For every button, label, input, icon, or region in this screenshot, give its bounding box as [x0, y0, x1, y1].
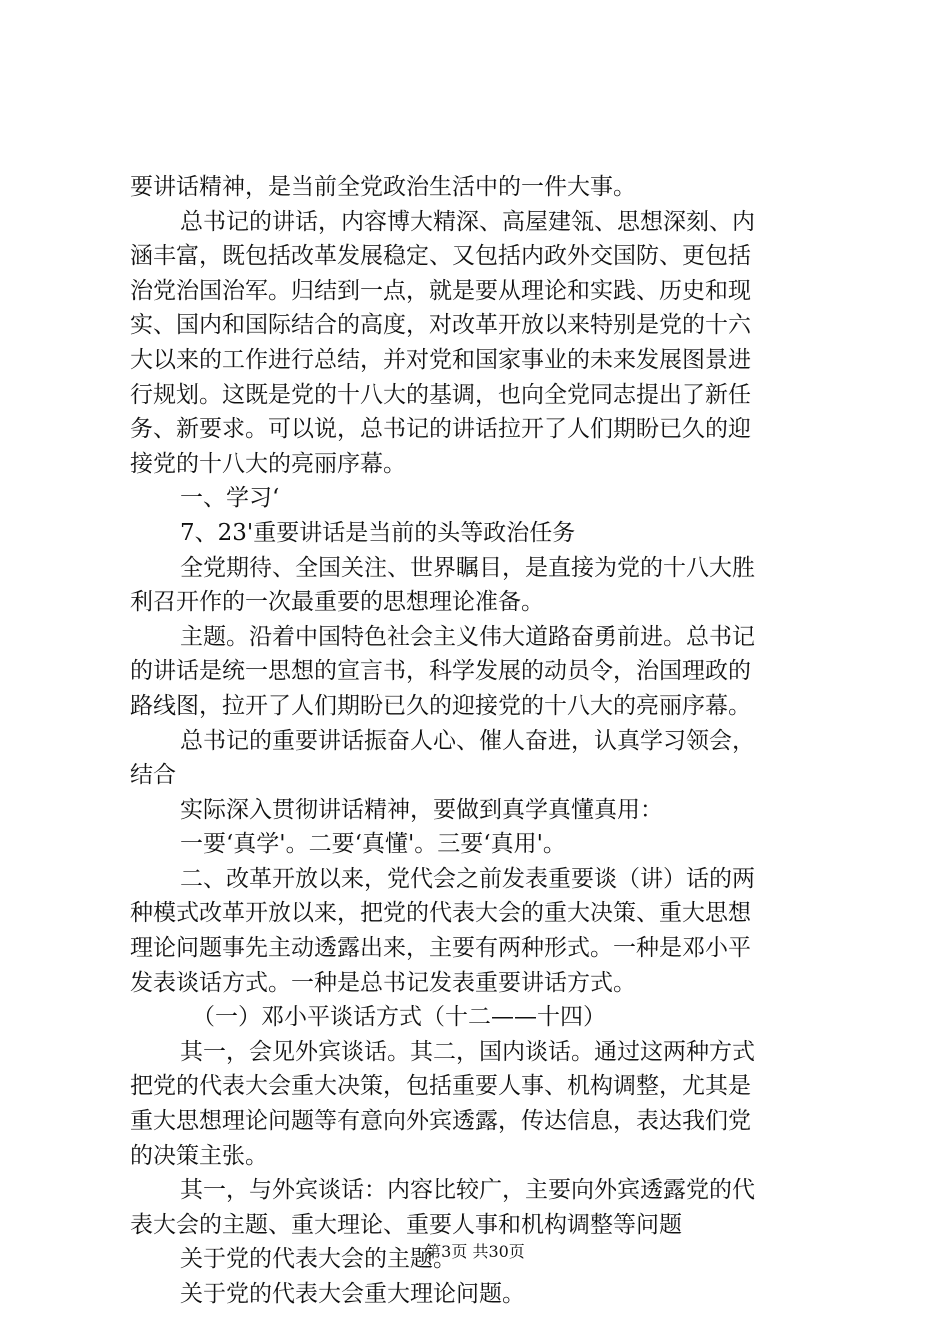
text-line: 全党期待、全国关注、世界瞩目，是直接为党的十八大胜: [180, 554, 755, 581]
text-line: 利召开作的一次最重要的思想理论准备。: [130, 589, 544, 616]
text-line: 一要‘真学'。二要‘真懂'。三要‘真用'。: [180, 831, 566, 858]
section-heading: 二、改革开放以来，党代会之前发表重要谈（讲）话的两: [180, 865, 755, 892]
text-line: 其一，与外宾谈话：内容比较广，主要向外宾透露党的代: [180, 1177, 755, 1204]
text-line: 总书记的讲话，内容博大精深、高屋建瓴、思想深刻、内: [180, 208, 755, 235]
text-line: 其一，会见外宾谈话。其二，国内谈话。通过这两种方式: [180, 1038, 755, 1065]
text-line: 涵丰富，既包括改革发展稳定、又包括内政外交国防、更包括: [130, 243, 751, 270]
section-heading: 一、学习‘: [180, 485, 280, 512]
text-line: 把党的代表大会重大决策，包括重要人事、机构调整，尤其是: [130, 1073, 751, 1100]
text-line: 发表谈话方式。一种是总书记发表重要讲话方式。: [130, 969, 636, 996]
text-line: 实、国内和国际结合的高度，对改革开放以来特别是党的十六: [130, 312, 751, 339]
text-line: 务、新要求。可以说，总书记的讲话拉开了人们期盼已久的迎: [130, 416, 751, 443]
text-line: 行规划。这既是党的十八大的基调，也向全党同志提出了新任: [130, 381, 751, 408]
text-line: 接党的十八大的亮丽序幕。: [130, 450, 406, 477]
section-heading: 7、23'重要讲话是当前的头等政治任务: [180, 519, 576, 546]
text-line: 实际深入贯彻讲话精神，要做到真学真懂真用：: [180, 796, 663, 823]
text-line: 总书记的重要讲话振奋人心、催人奋进，认真学习领会，: [180, 727, 755, 754]
text-line: 治党治国治军。归结到一点，就是要从理论和实践、历史和现: [130, 277, 751, 304]
text-line: 要讲话精神，是当前全党政治生活中的一件大事。: [130, 174, 636, 200]
text-line: 的决策主张。: [130, 1142, 268, 1169]
text-line: 路线图，拉开了人们期盼已久的迎接党的十八大的亮丽序幕。: [130, 692, 751, 719]
subsection-heading: （一）邓小平谈话方式（十二——十四）: [192, 1004, 606, 1031]
document-body: [130, 170, 830, 1312]
page-number-footer: 第3页 共30页: [425, 1242, 525, 1261]
text-line: 理论问题事先主动透露出来，主要有两种形式。一种是邓小平: [130, 935, 751, 962]
text-line: 的讲话是统一思想的宣言书，科学发展的动员令，治国理政的: [130, 658, 751, 685]
text-line: 关于党的代表大会重大理论问题。: [180, 1281, 525, 1307]
text-line: 结合: [130, 762, 176, 789]
text-line: 重大思想理论问题等有意向外宾透露，传达信息，表达我们党: [130, 1108, 751, 1135]
text-line: 主题。沿着中国特色社会主义伟大道路奋勇前进。总书记: [180, 623, 755, 650]
text-line: 种模式改革开放以来，把党的代表大会的重大决策、重大思想: [130, 900, 751, 927]
text-line: 大以来的工作进行总结，并对党和国家事业的未来发展图景进: [130, 346, 751, 373]
text-line: 关于党的代表大会的主题。: [180, 1246, 456, 1273]
text-line: 表大会的主题、重大理论、重要人事和机构调整等问题: [130, 1211, 682, 1238]
